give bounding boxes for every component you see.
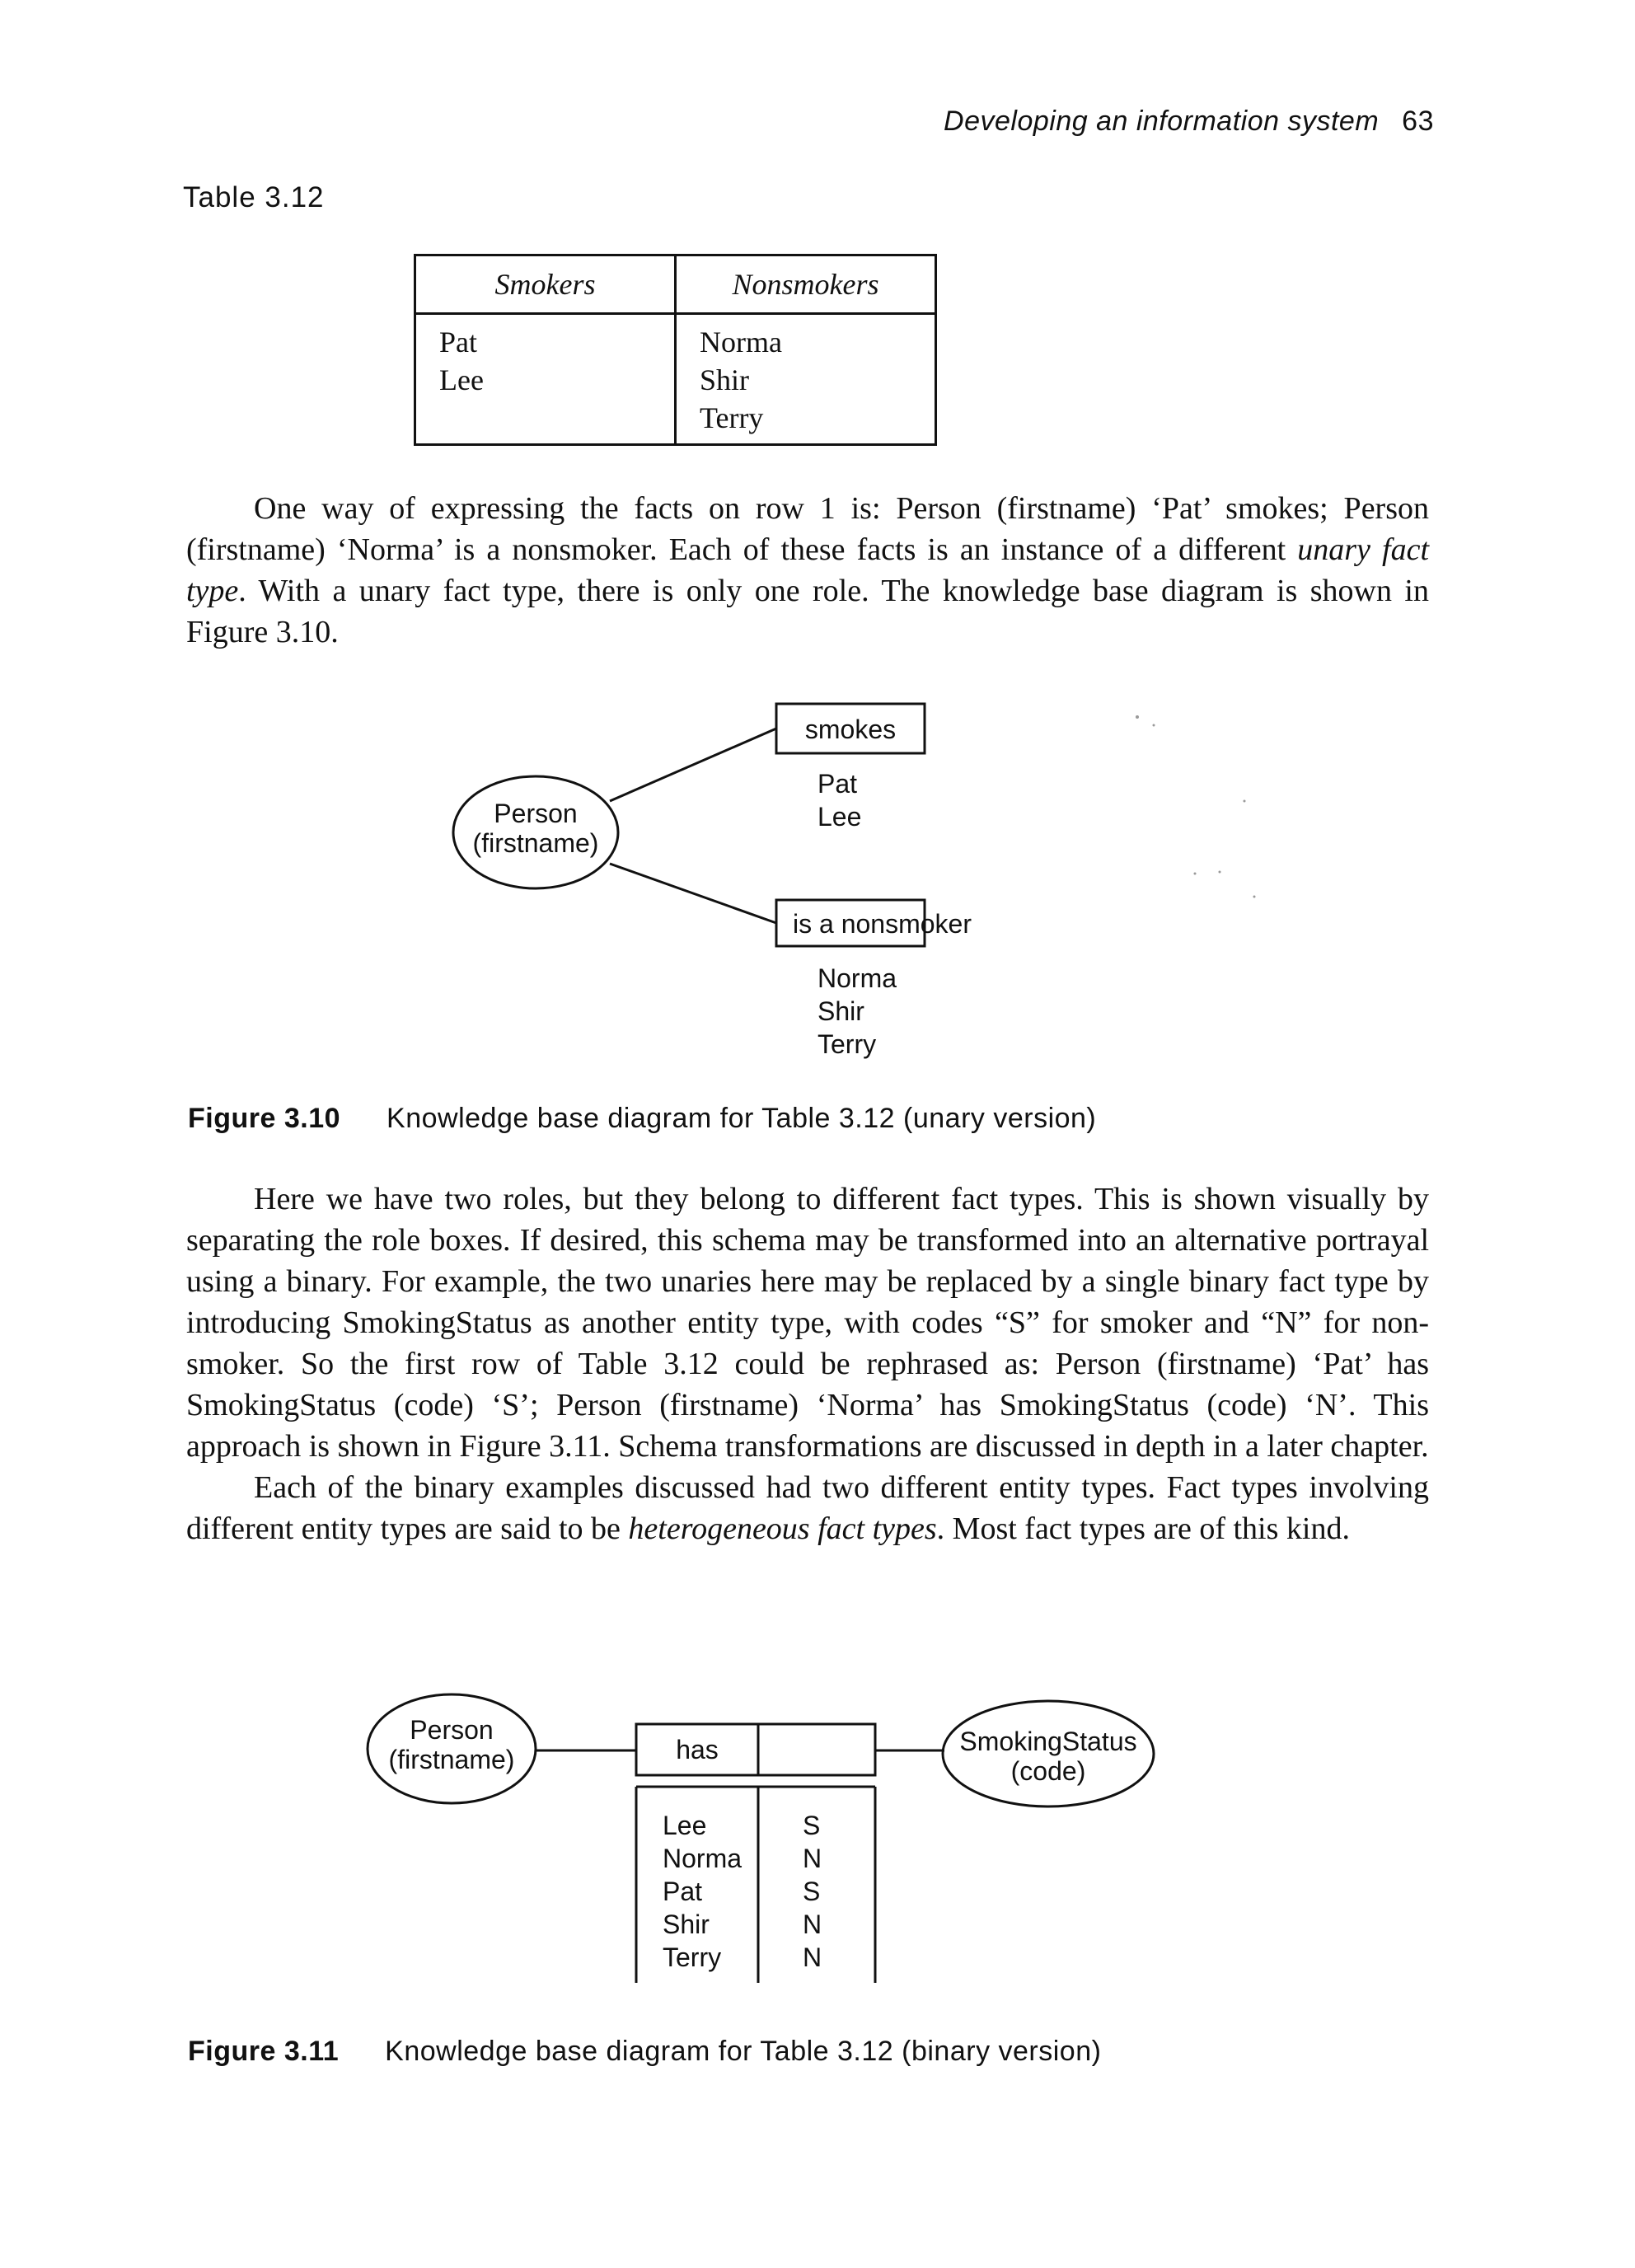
person-entity-refmode: (firstname)	[472, 828, 599, 858]
header-title: Developing an information system	[944, 105, 1380, 137]
table-row: Pat	[439, 326, 478, 358]
caption-figure-number: Figure 3.10	[188, 1103, 341, 1134]
column-header-smokers: Smokers	[415, 255, 676, 314]
smokers-cell	[415, 314, 676, 445]
caption-figure-number: Figure 3.11	[188, 2036, 340, 2067]
code-value: S	[803, 1811, 821, 1840]
table-row: Terry	[700, 401, 764, 434]
running-header	[857, 105, 1434, 138]
person-entity-name: Person	[494, 799, 578, 828]
smokes-value: Pat	[818, 769, 858, 799]
table-row: Lee	[439, 363, 484, 396]
second-role-box	[758, 1724, 875, 1775]
person-entity-name: Person	[410, 1715, 494, 1745]
nonsmoker-role-label: is a nonsmoker	[793, 909, 972, 939]
figure-3-11-diagram	[0, 1673, 1635, 2003]
body-paragraph: Here we have two roles, but they belong to different fact types. This is shown visually by separating the role boxes. If desired, this schema may be transformed into an alternative portrayal using a binary. For example, the two unaries here may be replaced by a single binary fact type by introducing SmokingStatus as another entity type, with codes “S” for smoker and “N” for non-smoker. So the first row of Table 3.12 could be rephrased as: Person (firstname) ‘Pat’ has SmokingStatus (code) ‘S’; Person (firstname) ‘Norma’ has SmokingStatus (code) ‘N’. This approach is shown in Figure 3.11. Schema transformations are discussed in depth in a later chapter.	[186, 1182, 1429, 1464]
paragraph-text: . With a unary fact type, there is only one role. The knowledge base diagram is shown in Figure 3.10.	[186, 574, 1429, 649]
body-paragraph	[186, 1467, 1429, 1549]
has-role-label: has	[676, 1735, 719, 1764]
table-label: Table 3.12	[183, 181, 325, 213]
figure-3-10-caption	[188, 1103, 1096, 1135]
code-value: N	[803, 1942, 822, 1972]
person-entity-refmode: (firstname)	[388, 1745, 515, 1774]
paragraph-emphasis: unary fact type	[186, 532, 1429, 608]
nonsmoker-value: Terry	[818, 1029, 877, 1059]
figure-3-10-diagram	[0, 676, 1635, 1071]
caption-text: Knowledge base diagram for Table 3.12 (binary version)	[385, 2036, 1102, 2067]
person-value: Terry	[663, 1942, 722, 1972]
nonsmokers-cell	[676, 314, 936, 445]
connector-smokes	[610, 729, 776, 801]
paragraph-text: . Most fact types are of this kind.	[936, 1511, 1350, 1546]
code-value: N	[803, 1844, 822, 1873]
smokingstatus-entity-refmode: (code)	[1010, 1756, 1086, 1786]
column-header-nonsmokers: Nonsmokers	[676, 255, 936, 314]
connector-nonsmoker	[610, 864, 776, 923]
page-number: 63	[1402, 105, 1434, 137]
figure-3-11-caption	[188, 2036, 1101, 2068]
smokes-role-label: smokes	[804, 715, 897, 744]
paragraph-text: One way of expressing the facts on row 1 is: Person (firstname) ‘Pat’ smokes; Person (firstname) ‘Norma’ is a nonsmoker. Each of these facts is an instance of a different	[186, 491, 1429, 567]
person-value: Shir	[663, 1910, 710, 1939]
smokers-table	[414, 254, 937, 446]
body-paragraph-group	[186, 1179, 1429, 1549]
paragraph-emphasis: heterogeneous fact types	[628, 1511, 937, 1546]
paragraph-text: Each of the binary examples discussed had two different entity types. Fact types involving different entity types are said to be	[186, 1470, 1429, 1546]
nonsmoker-value: Shir	[818, 996, 864, 1026]
nonsmoker-value: Norma	[818, 963, 897, 993]
table-row: Shir	[700, 363, 750, 396]
caption-text: Knowledge base diagram for Table 3.12 (unary version)	[386, 1103, 1097, 1134]
body-paragraph	[186, 488, 1429, 653]
smokingstatus-entity-name: SmokingStatus	[959, 1727, 1137, 1756]
smokes-value: Lee	[818, 802, 862, 832]
person-value: Lee	[663, 1811, 707, 1840]
code-value: N	[803, 1910, 822, 1939]
code-value: S	[803, 1877, 821, 1906]
person-value: Pat	[663, 1877, 703, 1906]
table-row: Norma	[700, 326, 782, 358]
person-value: Norma	[663, 1844, 743, 1873]
